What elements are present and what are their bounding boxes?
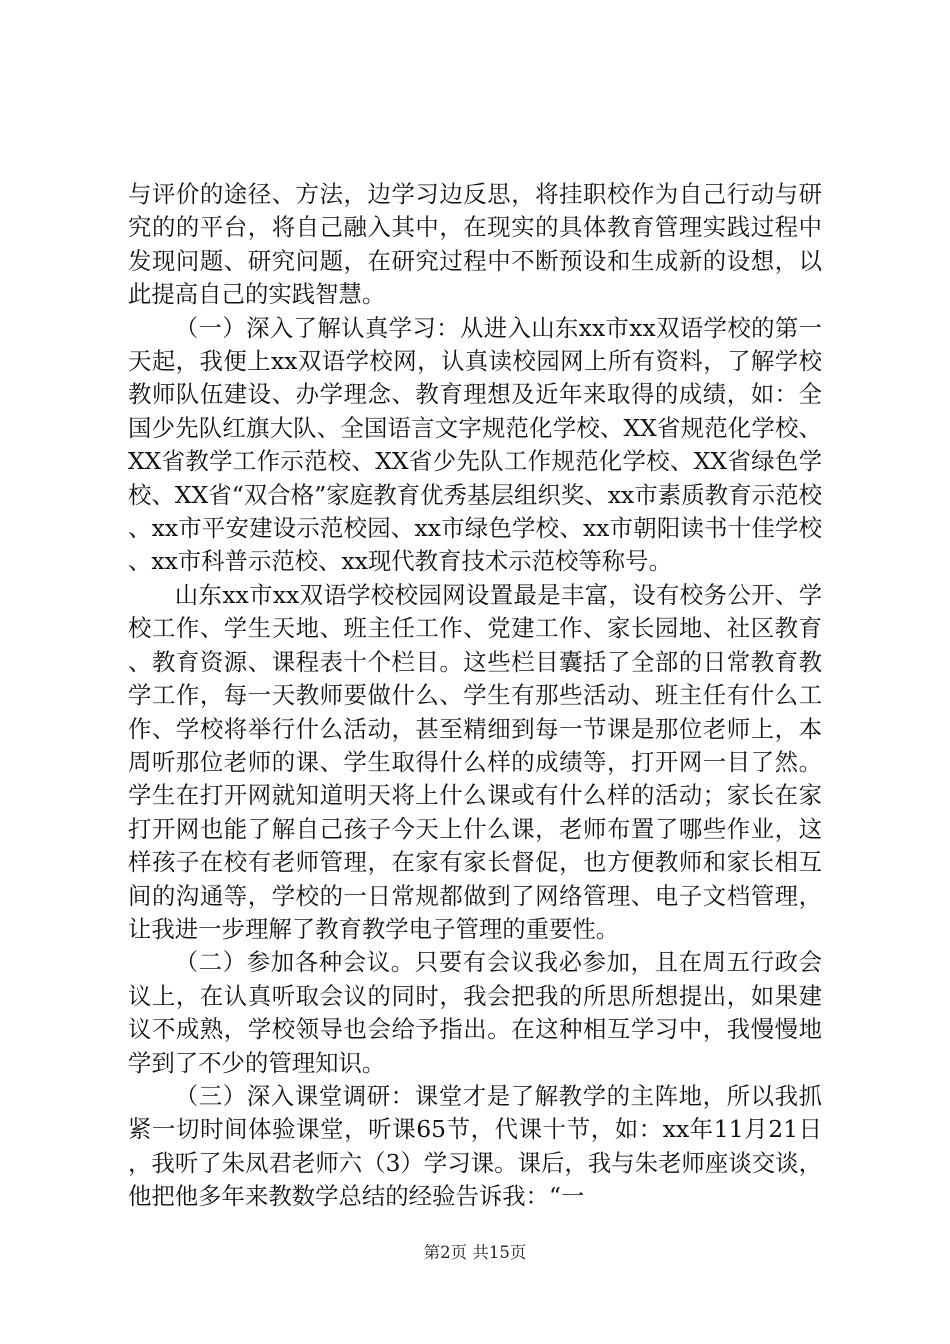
paragraph-5: （三）深入课堂调研：课堂才是了解教学的主阵地，所以我抓紧一切时间体验课堂，听课65节，代课十节，如：xx年11月21日，我听了朱凤君老师六（3）学习课。课后，我与朱老师座谈交谈，他把他多年来教数学总结的经验告诉我：“一 bbox=[128, 1081, 822, 1211]
paragraph-3: 山东xx市xx双语学校校园网设置最是丰富，设有校务公开、学校工作、学生天地、班主任工作、党建工作、家长园地、社区教育、教育资源、课程表十个栏目。这些栏目囊括了全部的日常教育教学工作，每一天教师要做什么、学生有那些活动、班主任有什么工作、学校将举行什么活动，甚至精细到每一节课是那位老师上，本周听那位老师的课、学生取得什么样的成绩等，打开网一目了然。学生在打开网就知道明天将上什么课或有什么样的活动；家长在家打开网也能了解自己孩子今天上什么课，老师布置了哪些作业，这样孩子在校有老师管理，在家有家长督促，也方便教师和家长相互间的沟通等，学校的一日常规都做到了网络管理、电子文档管理，让我进一步理解了教育教学电子管理的重要性。 bbox=[128, 580, 822, 943]
document-body bbox=[128, 178, 822, 1214]
paragraph-1: 与评价的途径、方法，边学习边反思，将挂职校作为自己行动与研究的的平台，将自己融入其中，在现实的具体教育管理实践过程中发现问题、研究问题，在研究过程中不断预设和生成新的设想，以此提高自己的实践智慧。 bbox=[128, 180, 822, 309]
page-footer bbox=[0, 1242, 950, 1264]
paragraph-2: （一）深入了解认真学习：从进入山东xx市xx双语学校的第一天起，我便上xx双语学校网，认真读校园网上所有资料，了解学校教师队伍建设、办学理念、教育理想及近年来取得的成绩，如：全国少先队红旗大队、全国语言文字规范化学校、XX省规范化学校、XX省教学工作示范校、XX省少先队工作规范化学校、XX省绿色学校、XX省“双合格”家庭教育优秀基层组织奖、xx市素质教育示范校、xx市平安建设示范校园、xx市绿色学校、xx市朝阳读书十佳学校、xx市科普示范校、xx现代教育技术示范校等称号。 bbox=[128, 313, 822, 576]
page-number: 第2页 共15页 bbox=[423, 1243, 527, 1262]
paragraph-4: （二）参加各种会议。只要有会议我必参加，且在周五行政会议上，在认真听取会议的同时，我会把我的所思所想提出，如果建议不成熟，学校领导也会给予指出。在这种相互学习中，我慢慢地学到了不少的管理知识。 bbox=[128, 948, 822, 1077]
